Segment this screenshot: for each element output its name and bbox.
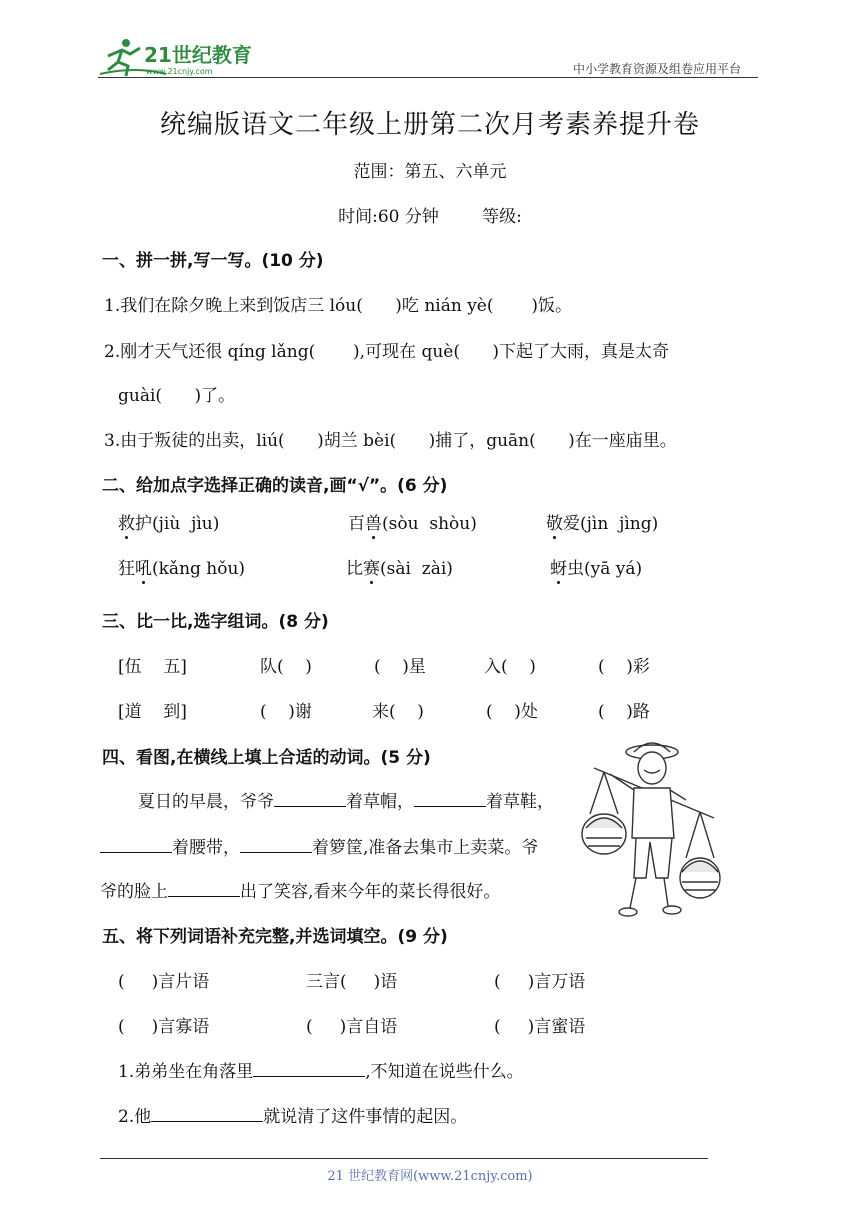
s4-line-2: 着腰带， 着箩筐,准备去集市上卖菜。爷 [100,833,538,858]
answer-blank[interactable] [253,1075,365,1077]
platform-name: 中小学教育资源及组卷应用平台 [573,62,742,76]
logo-url: www.21cnjy.com [146,67,213,76]
s3-pair-2: [道 到] [118,702,187,722]
s3-pair-1: [伍 五] [118,657,187,677]
s2-item: 比赛(sài zài) [346,559,453,579]
site-logo [96,36,256,80]
exam-scope: 范围：第五、六单元 [353,162,507,182]
answer-blank[interactable] [168,895,240,897]
s2-item: 敬爱(jìn jìng) [546,514,659,534]
footer-divider [100,1158,708,1159]
answer-blank[interactable] [274,805,346,807]
s1-question-1: 1.我们在除夕晚上来到饭店三 lóu( )吃 nián yè( )饭。 [104,296,572,316]
s3-word: ( )处 [486,702,538,722]
s4-line-3: 爷的脸上 出了笑容,看来今年的菜长得很好。 [100,882,501,902]
s2-item: 蚜虫(yā yá) [550,559,643,579]
answer-blank[interactable] [100,851,172,853]
s4-line-1: 夏日的早晨，爷爷 着草帽， 着草鞋， [138,792,554,812]
runner-logo-icon [96,36,256,80]
section-2-heading: 二、给加点字选择正确的读音,画“√”。(6 分) [102,476,448,496]
s3-word: ( )星 [374,657,426,677]
s5-idiom: 三言( )语 [306,972,398,992]
header-divider [98,77,758,78]
dotted-char: 敬 [546,514,563,534]
s3-word: ( )路 [598,702,650,722]
s5-idiom: ( )言片语 [118,972,210,992]
section-3-heading: 三、比一比,选字组词。(8 分) [102,612,329,632]
s3-word: 来( ) [372,702,424,722]
s3-word: ( )彩 [598,657,650,677]
s5-question-2: 2.他 就说清了这件事情的起因。 [118,1107,468,1127]
answer-blank[interactable] [414,805,486,807]
dotted-char: 救 [118,514,135,534]
s5-idiom: ( )言寡语 [118,1017,210,1037]
answer-blank[interactable] [240,851,312,853]
s3-word: 入( ) [484,657,536,677]
dotted-char: 兽 [365,514,382,534]
page-title: 统编版语文二年级上册第二次月考素养提升卷 [159,110,700,140]
section-4-heading: 四、看图,在横线上填上合适的动词。(5 分) [102,748,431,768]
dotted-char: 赛 [363,559,380,579]
section-1-heading: 一、拼一拼,写一写。(10 分) [102,251,324,271]
s5-idiom: ( )言蜜语 [494,1017,586,1037]
s3-word: ( )谢 [260,702,312,722]
s5-idiom: ( )言自语 [306,1017,398,1037]
logo-text: 21世纪教育 [144,43,252,67]
s5-idiom: ( )言万语 [494,972,586,992]
farmer-illustration [580,738,722,924]
s1-question-2-cont: guài( )了。 [118,386,236,406]
s1-question-2: 2.刚才天气还很 qíng lǎng( ),可现在 què( )下起了大雨，真是太奇 [104,342,670,362]
s5-question-1: 1.弟弟坐在角落里 ,不知道在说些什么。 [118,1062,524,1082]
s1-question-3: 3.由于叛徒的出卖，liú( )胡兰 bèi( )捕了，guān( )在一座庙里。 [104,431,677,451]
s3-word: 队( ) [260,657,312,677]
time-grade: 时间:60 分钟 等级: [338,207,522,227]
s2-item: 百兽(sòu shòu) [348,514,477,534]
dotted-char: 吼 [135,559,152,579]
answer-blank[interactable] [151,1120,263,1122]
footer-link[interactable]: 21 世纪教育网(www.21cnjy.com) [327,1169,533,1184]
section-5-heading: 五、将下列词语补充完整,并选词填空。(9 分) [102,927,448,947]
s2-item: 狂吼(kǎng hǒu) [118,559,246,579]
s2-item: 救护(jiù jìu) [118,514,220,534]
dotted-char: 蚜 [550,559,567,579]
